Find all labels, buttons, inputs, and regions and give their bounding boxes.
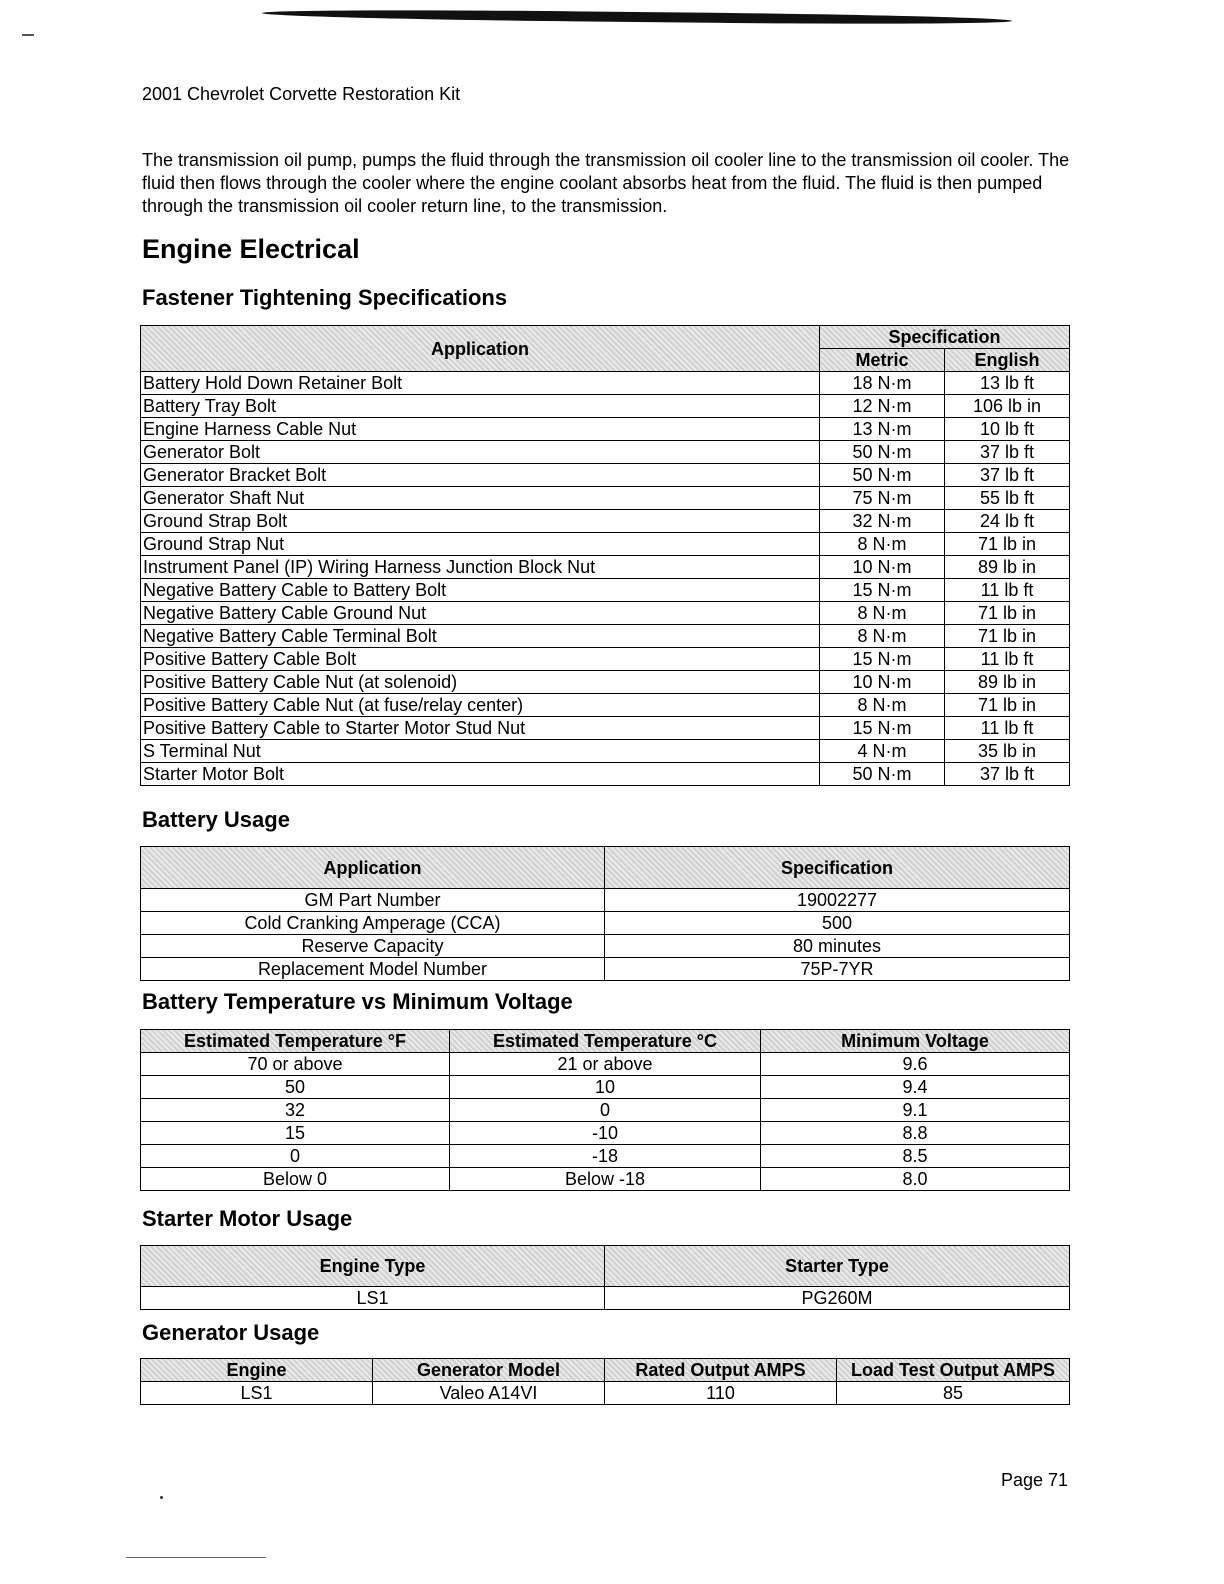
page-number: Page 71 bbox=[1000, 1470, 1068, 1490]
cell-english: 89 lb in bbox=[945, 556, 1070, 579]
col-header-rated-output: Rated Output AMPS bbox=[605, 1359, 837, 1382]
cell-metric: 18 N·m bbox=[820, 372, 945, 395]
col-header-temp-f: Estimated Temperature °F bbox=[141, 1030, 450, 1053]
cell-english: 71 lb in bbox=[945, 602, 1070, 625]
cell-english: 37 lb ft bbox=[945, 441, 1070, 464]
scan-artifact-mark bbox=[22, 34, 34, 36]
cell-temp-c: 21 or above bbox=[450, 1053, 761, 1076]
cell-metric: 10 N·m bbox=[820, 671, 945, 694]
table-row bbox=[141, 1099, 1070, 1122]
cell-specification: 19002277 bbox=[605, 889, 1070, 912]
cell-specification: 80 minutes bbox=[605, 935, 1070, 958]
cell-metric: 50 N·m bbox=[820, 464, 945, 487]
cell-min-voltage: 9.6 bbox=[761, 1053, 1070, 1076]
table-row bbox=[141, 510, 1070, 533]
document-header: 2001 Chevrolet Corvette Restoration Kit bbox=[142, 84, 461, 104]
cell-metric: 32 N·m bbox=[820, 510, 945, 533]
col-header-min-voltage: Minimum Voltage bbox=[761, 1030, 1070, 1053]
col-header-application: Application bbox=[141, 326, 820, 372]
cell-application: Instrument Panel (IP) Wiring Harness Junction Block Nut bbox=[141, 556, 820, 579]
cell-metric: 75 N·m bbox=[820, 487, 945, 510]
generator-table bbox=[140, 1358, 1070, 1405]
table-row bbox=[141, 648, 1070, 671]
table-row bbox=[141, 395, 1070, 418]
col-header-metric: Metric bbox=[820, 349, 945, 372]
table-row bbox=[141, 1076, 1070, 1099]
cell-application: Replacement Model Number bbox=[141, 958, 605, 981]
cell-application: Battery Hold Down Retainer Bolt bbox=[141, 372, 820, 395]
cell-english: 35 lb in bbox=[945, 740, 1070, 763]
table-row bbox=[141, 464, 1070, 487]
col-header-starter-type: Starter Type bbox=[605, 1246, 1070, 1287]
table-row bbox=[141, 487, 1070, 510]
cell-metric: 8 N·m bbox=[820, 533, 945, 556]
col-header-application: Application bbox=[141, 847, 605, 889]
table-row bbox=[141, 717, 1070, 740]
cell-english: 11 lb ft bbox=[945, 648, 1070, 671]
table-row bbox=[141, 1053, 1070, 1076]
col-header-specification: Specification bbox=[820, 326, 1070, 349]
cell-min-voltage: 9.1 bbox=[761, 1099, 1070, 1122]
cell-english: 10 lb ft bbox=[945, 418, 1070, 441]
cell-rated-output: 110 bbox=[605, 1382, 837, 1405]
cell-english: 71 lb in bbox=[945, 625, 1070, 648]
cell-temp-f: 50 bbox=[141, 1076, 450, 1099]
col-header-engine: Engine bbox=[141, 1359, 373, 1382]
battery-usage-table bbox=[140, 846, 1070, 981]
cell-application: Battery Tray Bolt bbox=[141, 395, 820, 418]
table-row bbox=[141, 579, 1070, 602]
cell-specification: 500 bbox=[605, 912, 1070, 935]
cell-temp-c: -10 bbox=[450, 1122, 761, 1145]
cell-application: Generator Shaft Nut bbox=[141, 487, 820, 510]
cell-metric: 8 N·m bbox=[820, 694, 945, 717]
cell-application: S Terminal Nut bbox=[141, 740, 820, 763]
cell-metric: 50 N·m bbox=[820, 763, 945, 786]
cell-temp-f: 15 bbox=[141, 1122, 450, 1145]
table-row bbox=[141, 556, 1070, 579]
scan-artifact-bar bbox=[262, 8, 1012, 26]
cell-application: Negative Battery Cable Ground Nut bbox=[141, 602, 820, 625]
generator-heading: Generator Usage bbox=[142, 1320, 320, 1345]
battery-usage-heading: Battery Usage bbox=[142, 807, 290, 832]
col-header-generator-model: Generator Model bbox=[373, 1359, 605, 1382]
cell-application: Positive Battery Cable to Starter Motor Stud Nut bbox=[141, 717, 820, 740]
cell-metric: 8 N·m bbox=[820, 625, 945, 648]
cell-metric: 15 N·m bbox=[820, 579, 945, 602]
table-row bbox=[141, 912, 1070, 935]
cell-temp-f: Below 0 bbox=[141, 1168, 450, 1191]
col-header-specification: Specification bbox=[605, 847, 1070, 889]
table-row bbox=[141, 740, 1070, 763]
cell-application: Negative Battery Cable to Battery Bolt bbox=[141, 579, 820, 602]
cell-min-voltage: 9.4 bbox=[761, 1076, 1070, 1099]
battery-temp-heading: Battery Temperature vs Minimum Voltage bbox=[142, 989, 573, 1014]
cell-temp-c: 0 bbox=[450, 1099, 761, 1122]
col-header-temp-c: Estimated Temperature °C bbox=[450, 1030, 761, 1053]
cell-application: Negative Battery Cable Terminal Bolt bbox=[141, 625, 820, 648]
cell-temp-f: 32 bbox=[141, 1099, 450, 1122]
cell-engine: LS1 bbox=[141, 1382, 373, 1405]
cell-metric: 13 N·m bbox=[820, 418, 945, 441]
table-row bbox=[141, 441, 1070, 464]
cell-starter-type: PG260M bbox=[605, 1287, 1070, 1310]
cell-engine-type: LS1 bbox=[141, 1287, 605, 1310]
table-row bbox=[141, 625, 1070, 648]
starter-heading: Starter Motor Usage bbox=[142, 1206, 353, 1231]
fastener-heading: Fastener Tightening Specifications bbox=[142, 285, 508, 310]
cell-metric: 4 N·m bbox=[820, 740, 945, 763]
table-row bbox=[141, 1382, 1070, 1405]
cell-english: 106 lb in bbox=[945, 395, 1070, 418]
cell-application: Positive Battery Cable Bolt bbox=[141, 648, 820, 671]
cell-english: 71 lb in bbox=[945, 694, 1070, 717]
cell-specification: 75P-7YR bbox=[605, 958, 1070, 981]
battery-temp-table bbox=[140, 1029, 1070, 1191]
cell-metric: 50 N·m bbox=[820, 441, 945, 464]
cell-min-voltage: 8.8 bbox=[761, 1122, 1070, 1145]
cell-english: 55 lb ft bbox=[945, 487, 1070, 510]
col-header-english: English bbox=[945, 349, 1070, 372]
cell-min-voltage: 8.5 bbox=[761, 1145, 1070, 1168]
cell-application: GM Part Number bbox=[141, 889, 605, 912]
table-row bbox=[141, 372, 1070, 395]
cell-application: Engine Harness Cable Nut bbox=[141, 418, 820, 441]
cell-temp-c: Below -18 bbox=[450, 1168, 761, 1191]
cell-application: Starter Motor Bolt bbox=[141, 763, 820, 786]
intro-paragraph: The transmission oil pump, pumps the fluid through the transmission oil cooler line to the transmission oil cooler. The fluid then flows through the cooler where the engine coolant absorbs heat from the fluid. The fluid is then pumped through the transmission oil cooler return line, to the transmission. bbox=[142, 150, 1070, 216]
col-header-load-test-output: Load Test Output AMPS bbox=[837, 1359, 1070, 1382]
cell-metric: 12 N·m bbox=[820, 395, 945, 418]
cell-temp-c: -18 bbox=[450, 1145, 761, 1168]
cell-metric: 8 N·m bbox=[820, 602, 945, 625]
table-row bbox=[141, 533, 1070, 556]
table-row bbox=[141, 958, 1070, 981]
cell-load-test-output: 85 bbox=[837, 1382, 1070, 1405]
cell-application: Cold Cranking Amperage (CCA) bbox=[141, 912, 605, 935]
table-row bbox=[141, 1168, 1070, 1191]
table-row bbox=[141, 694, 1070, 717]
cell-application: Positive Battery Cable Nut (at fuse/relay center) bbox=[141, 694, 820, 717]
scan-artifact-dot bbox=[160, 1496, 163, 1499]
cell-application: Reserve Capacity bbox=[141, 935, 605, 958]
cell-temp-c: 10 bbox=[450, 1076, 761, 1099]
cell-generator-model: Valeo A14VI bbox=[373, 1382, 605, 1405]
cell-english: 11 lb ft bbox=[945, 717, 1070, 740]
cell-english: 37 lb ft bbox=[945, 464, 1070, 487]
fastener-table bbox=[140, 325, 1070, 786]
section-title: Engine Electrical bbox=[142, 234, 360, 264]
cell-temp-f: 0 bbox=[141, 1145, 450, 1168]
cell-english: 89 lb in bbox=[945, 671, 1070, 694]
table-row bbox=[141, 889, 1070, 912]
cell-min-voltage: 8.0 bbox=[761, 1168, 1070, 1191]
table-row bbox=[141, 763, 1070, 786]
table-row bbox=[141, 1122, 1070, 1145]
table-row bbox=[141, 671, 1070, 694]
cell-english: 37 lb ft bbox=[945, 763, 1070, 786]
cell-application: Ground Strap Nut bbox=[141, 533, 820, 556]
cell-english: 24 lb ft bbox=[945, 510, 1070, 533]
table-row bbox=[141, 1145, 1070, 1168]
cell-application: Generator Bolt bbox=[141, 441, 820, 464]
cell-application: Generator Bracket Bolt bbox=[141, 464, 820, 487]
footer-rule bbox=[126, 1557, 266, 1558]
table-row bbox=[141, 602, 1070, 625]
cell-metric: 15 N·m bbox=[820, 648, 945, 671]
cell-metric: 10 N·m bbox=[820, 556, 945, 579]
table-row bbox=[141, 935, 1070, 958]
table-row bbox=[141, 1287, 1070, 1310]
cell-application: Positive Battery Cable Nut (at solenoid) bbox=[141, 671, 820, 694]
starter-table bbox=[140, 1245, 1070, 1310]
cell-metric: 15 N·m bbox=[820, 717, 945, 740]
col-header-engine-type: Engine Type bbox=[141, 1246, 605, 1287]
cell-english: 13 lb ft bbox=[945, 372, 1070, 395]
cell-application: Ground Strap Bolt bbox=[141, 510, 820, 533]
cell-english: 11 lb ft bbox=[945, 579, 1070, 602]
cell-temp-f: 70 or above bbox=[141, 1053, 450, 1076]
cell-english: 71 lb in bbox=[945, 533, 1070, 556]
table-row bbox=[141, 418, 1070, 441]
